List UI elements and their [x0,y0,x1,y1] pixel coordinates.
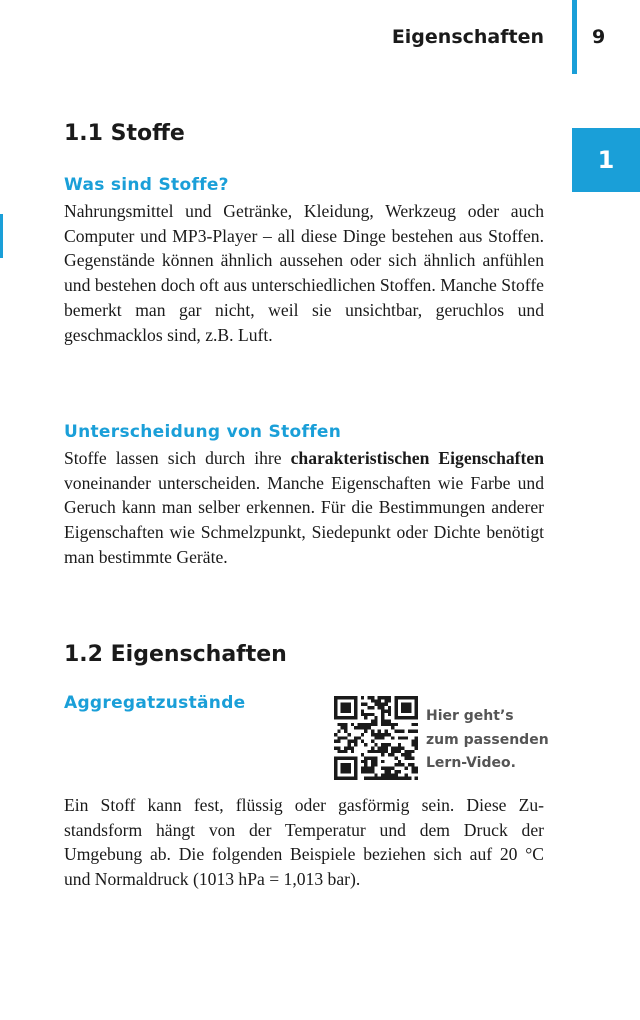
header-title: Eigenschaften [391,26,544,48]
margin-marker [0,214,3,258]
subheading-was-sind-stoffe: Was sind Stoffe? [64,175,229,195]
paragraph-was-sind-stoffe: Nahrungsmittel und Getränke, Kleidung, Werkzeug oder auch Computer und MP3-Player – all diese Dinge bestehen aus Stoffen. Gegenstände können ähnlich aussehen oder sich ähnlich anfühlen und bestehen doch oft aus unterschiedlichen Stoffen. Manche Stoffe bemerkt man gar nicht, weil sie unsichtbar, geruchlos und geschmacklos sind, z.B. Luft. [64,201,544,345]
paragraph-text: Stoffe lassen sich durch ihre [64,448,291,468]
header-rule [572,0,577,74]
section-heading-stoffe: 1.1 Stoffe [64,121,185,146]
page-number: 9 [592,26,606,48]
qr-caption-line: Lern-Video. [426,755,516,771]
section-heading-eigenschaften: 1.2 Eigenschaften [64,642,287,667]
paragraph-unterscheidung [64,446,544,570]
paragraph-aggregatzustaende: Ein Stoff kann fest, flüssig oder gasförmig sein. Diese Zustandsform hängt von der Temperatur und dem Druck der Umgebung ab. Die folgenden Beispiele beziehen sich auf 20 °C und Normaldruck (1013 hPa = 1,013 bar). [64,795,544,890]
paragraph-bold-term: charakteristischen Eigenschaften [290,448,544,468]
qr-caption-line: zum passenden [426,731,549,748]
paragraph-text: voneinander unterscheiden. Manche Eigenschaften wie Farbe und Geruch kann man selber erkennen. Für die Bestimmungen anderer Eigenschaften wie Schmelzpunkt, Siedepunkt oder Dichte benötigt man bestimmte Geräte. [64,472,544,567]
qr-caption-line: Hier geht’s [426,708,514,724]
chapter-tab: 1 [572,128,640,192]
subheading-unterscheidung: Unterscheidung von Stoffen [64,422,342,442]
qr-code-icon[interactable] [334,696,418,780]
qr-caption [426,705,556,776]
subheading-aggregatzustaende: Aggregatzustände [64,693,246,713]
